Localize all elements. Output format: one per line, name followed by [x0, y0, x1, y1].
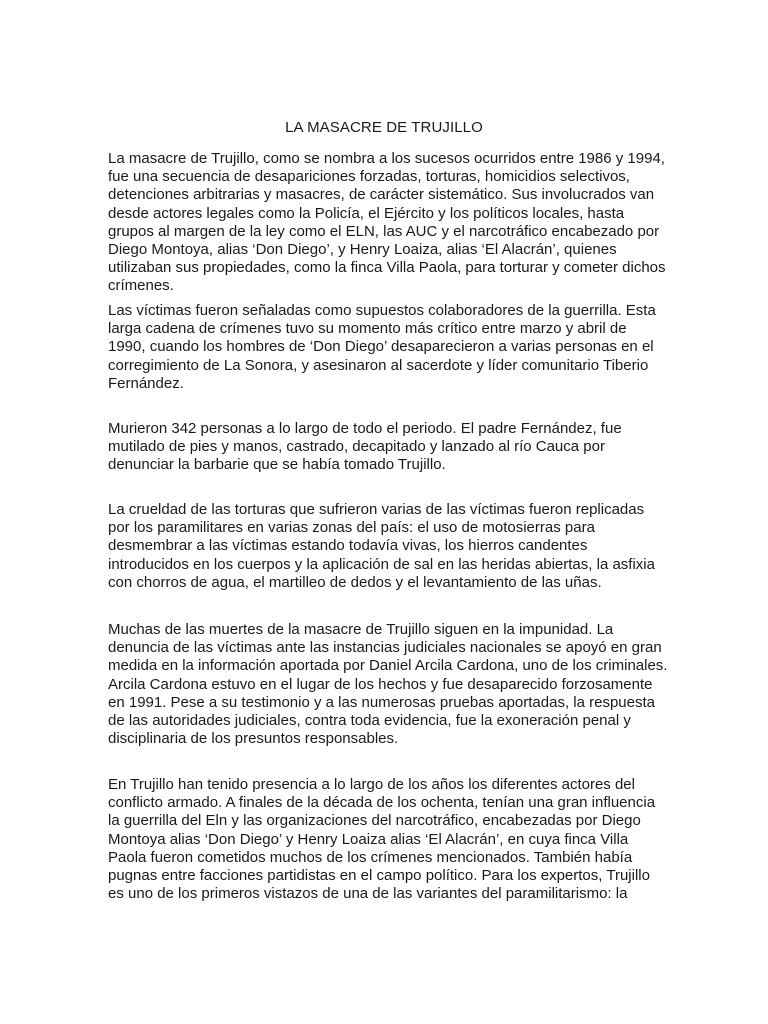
paragraph-2: Las víctimas fueron señaladas como supuestos colaboradores de la guerrilla. Esta larga cadena de crímenes tuvo su momento más crítico entre marzo y abril de 1990, cuando los hombres de ‘Don Diego’ desaparecieron a varias personas en el corregimiento de La Sonora, y asesinaron al sacerdote y líder comunitario Tiberio Fernández. — [108, 302, 656, 392]
paragraph-1: La masacre de Trujillo, como se nombra a los sucesos ocurridos entre 1986 y 1994, fue una secuencia de desapariciones forzadas, torturas, homicidios selectivos, detenciones arbitrarias y masacres, de carácter sistemático. Sus involucrados van desde actores legales como la Policía, el Ejército y los políticos locales, hasta grupos al margen de la ley como el ELN, las AUC y el narcotráfico encabezado por Diego Montoya, alias ‘Don Diego’, y Henry Loaiza, alias ‘El Alacrán’, quienes utilizaban sus propiedades, como la finca Villa Paola, para torturar y cometer dichos crímenes. — [108, 150, 666, 295]
paragraph-4: La crueldad de las torturas que sufrieron varias de las víctimas fueron replicadas por los paramilitares en varias zonas del país: el uso de motosierras para desmembrar a las víctimas estando todavía vivas, los hierros candentes introducidos en los cuerpos y la aplicación de sal en las heridas abiertas, la asfixia con chorros de agua, el martilleo de dedos y el levantamiento de las uñas. — [108, 501, 655, 591]
document-title: LA MASACRE DE TRUJILLO — [285, 119, 483, 136]
paragraph-3: Murieron 342 personas a lo largo de todo el periodo. El padre Fernández, fue mutilado de pies y manos, castrado, decapitado y lanzado al río Cauca por denunciar la barbarie que se había tomado Trujillo. — [108, 420, 622, 474]
paragraph-5: Muchas de las muertes de la masacre de Trujillo siguen en la impunidad. La denuncia de las víctimas ante las instancias judiciales nacionales se apoyó en gran medida en la información aportada por Daniel Arcila Cardona, uno de los criminales. Arcila Cardona estuvo en el lugar de los hechos y fue desaparecido forzosamente en 1991. Pese a su testimonio y a las numerosas pruebas aportadas, la respuesta de las autoridades judiciales, contra toda evidencia, fue la exoneración penal y disciplinaria de los presuntos responsables. — [108, 621, 668, 748]
paragraph-6: En Trujillo han tenido presencia a lo largo de los años los diferentes actores del conflicto armado. A finales de la década de los ochenta, tenían una gran influencia la guerrilla del Eln y las organizaciones del narcotráfico, encabezadas por Diego Montoya alias ‘Don Diego’ y Henry Loaiza alias ‘El Alacrán’, en cuya finca Villa Paola fueron cometidos muchos de los crímenes mencionados. También había pugnas entre facciones partidistas en el campo político. Para los expertos, Trujillo es uno de los primeros vistazos de una de las variantes del paramilitarismo: la — [108, 776, 656, 903]
